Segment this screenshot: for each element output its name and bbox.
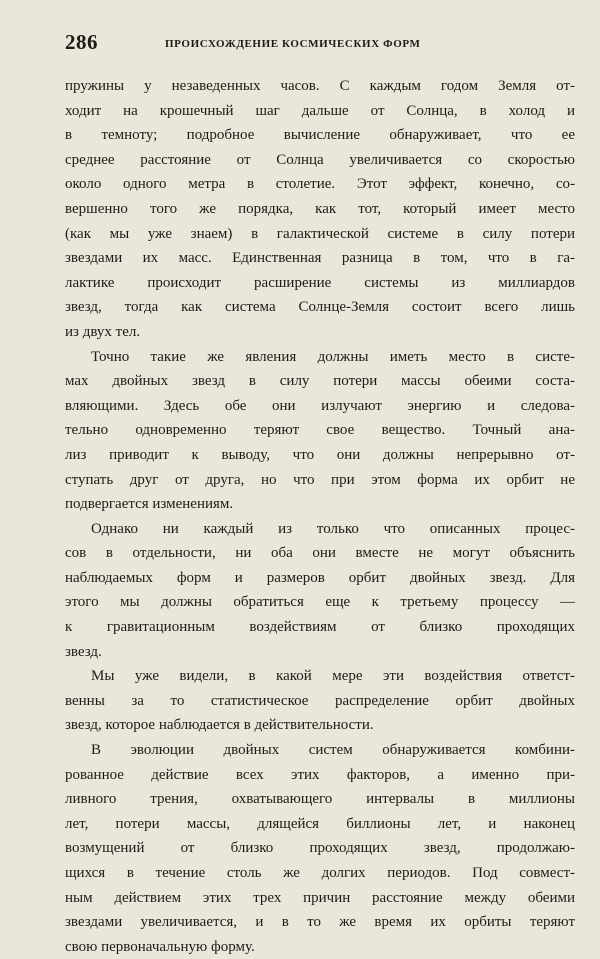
paragraph [65,664,575,738]
text-line: лет, потери массы, длящейся биллионы лет, и наконец [65,815,575,832]
text-line: звезд. [65,643,102,660]
text-line: свою первоначальную форму. [65,938,255,955]
text-line: венны за то статистическое распределение орбит двойных [65,692,575,709]
text-line: среднее расстояние от Солнца увеличивается со скоростью [65,151,575,168]
text-line: (как мы уже знаем) в галактической системе в силу потери [65,225,575,242]
text-line: ступать друг от друга, но что при этом форма их орбит не [65,471,575,488]
text-line: звездами увеличивается, и в то же время их орбиты теряют [65,914,575,931]
text-line: В эволюции двойных систем обнаруживается комбини- [91,742,575,759]
text-line: ным действием этих трех причин расстояние между обеими [65,889,575,906]
paragraph [65,517,575,665]
text-line: вляющими. Здесь обе они излучают энергию и следова- [65,397,575,414]
paragraph [65,345,575,517]
text-line: этого мы должны обратиться еще к третьему процессу — [65,594,575,611]
paragraph [65,74,575,345]
text-line: в темноту; подробное вычисление обнаруживает, что ее [65,127,575,144]
text-line: звезд, которое наблюдается в действительности. [65,717,374,734]
text-line: возмущений от близко проходящих звезд, продолжаю- [65,840,575,857]
text-line: ходит на крошечный шаг дальше от Солнца, в холод и [65,102,575,119]
running-title: ПРОИСХОЖДЕНИЕ КОСМИЧЕСКИХ ФОРМ [165,38,421,50]
text-line: Однако ни каждый из только что описанных процес- [91,520,575,537]
text-line: пружины у незаведенных часов. С каждым годом Земля от- [65,78,575,94]
body-text [65,74,575,959]
text-line: рованное действие всех этих факторов, а именно при- [65,766,575,783]
page-number: 286 [65,30,98,54]
text-line: из двух тел. [65,323,141,340]
text-line: сов в отдельности, ни оба они вместе не могут объяснить [65,545,575,562]
text-line: Мы уже видели, в какой мере эти воздействия ответст- [91,668,575,685]
text-line: мах двойных звезд в силу потери массы обеими соста- [65,373,575,390]
text-line: тельно одновременно теряют свое вещество. Точный ана- [65,422,575,439]
text-line: наблюдаемых форм и размеров орбит двойных звезд. Для [65,569,575,586]
text-line: вершенно того же порядка, как тот, который имеет место [65,200,575,217]
text-line: ливного трения, охватывающего интервалы в миллионы [65,791,575,808]
text-line: подвергается изменениям. [65,496,234,513]
text-line: щихся в течение столь же долгих периодов. Под совмест- [65,865,575,881]
text-line: звездами их масс. Единственная разница в том, что в га- [65,250,575,267]
text-line: лиз приводит к выводу, что они должны непрерывно от- [65,446,575,463]
paragraph [65,738,575,959]
page-header [65,30,535,58]
text-line: лактике происходит расширение системы из миллиардов [65,274,575,291]
text-line: около одного метра в столетие. Этот эффект, конечно, со- [65,176,575,193]
text-line: Точно такие же явления должны иметь место в систе- [91,348,575,365]
text-line: к гравитационным воздействиям от близко проходящих [65,619,575,636]
text-line: звезд, тогда как система Солнце-Земля состоит всего лишь [65,299,575,316]
